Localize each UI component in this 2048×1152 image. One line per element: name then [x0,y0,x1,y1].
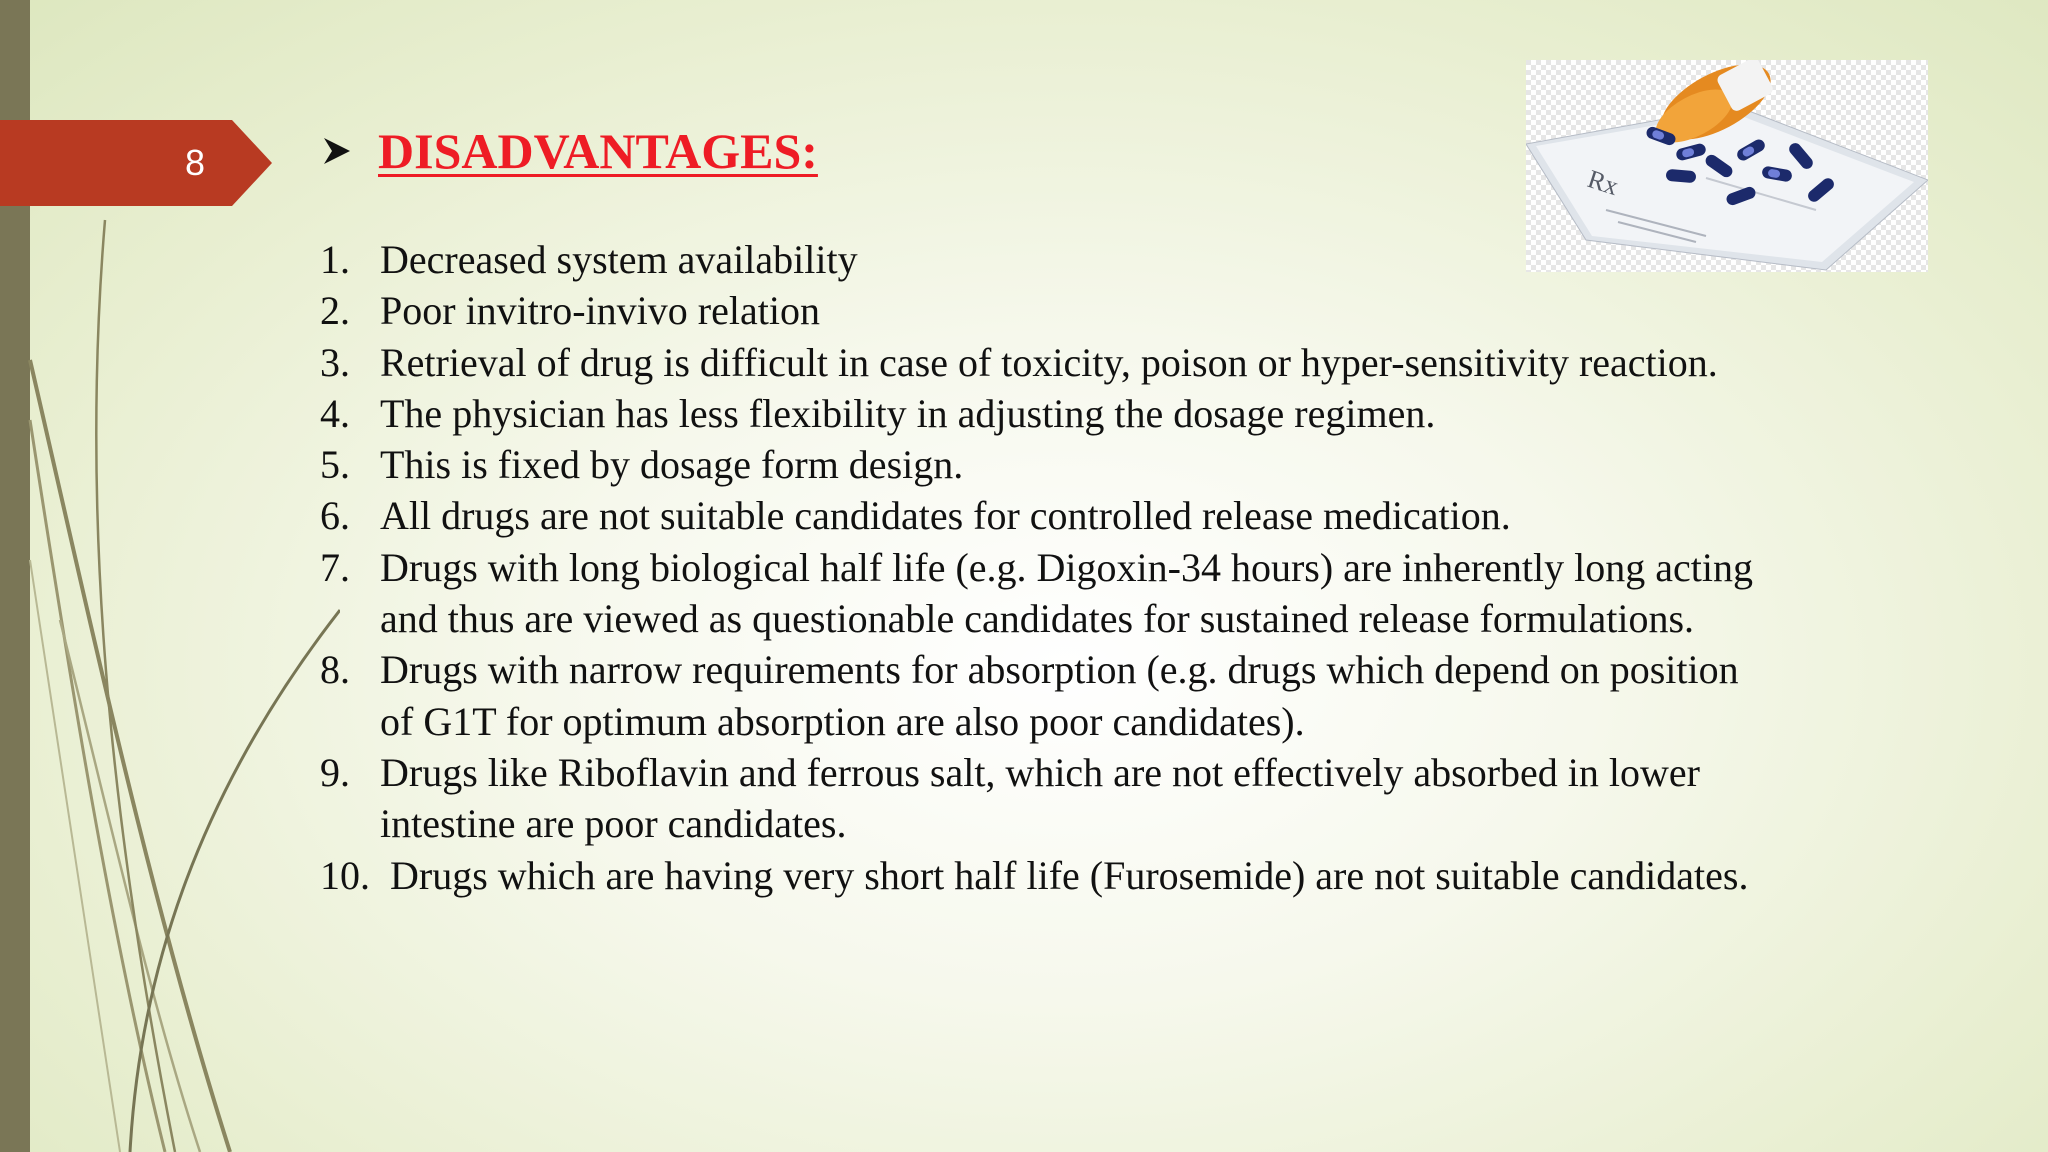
list-item [320,542,1760,645]
list-item [320,388,1760,439]
list-item-text: Drugs with long biological half life (e.g. Digoxin-34 hours) are inherently long acting and thus are viewed as questionable candidates for sustained release formulations. [380,544,1754,642]
heading-text: DISADVANTAGES: [378,123,818,179]
list-item-text: This is fixed by dosage form design. [380,442,964,488]
list-item-number: 10. [320,852,370,898]
slide-heading [322,116,818,186]
list-item-text: Poor invitro-invivo relation [380,288,820,334]
list-item-number: 5. [320,442,350,488]
slide-number-tab [0,120,272,206]
list-item [320,850,1760,901]
list-item-text: Drugs which are having very short half life (Furosemide) are not suitable candidates. [390,852,1749,898]
list-item [320,644,1760,747]
list-item-number: 7. [320,544,350,590]
slide-number: 8 [184,142,206,183]
list-item-number: 8. [320,647,350,693]
list-item [320,490,1760,541]
svg-text:Rx: Rx [1584,164,1622,202]
list-item-text: Drugs with narrow requirements for absorption (e.g. drugs which depend on position of G1T for optimum absorption are also poor candidates). [380,647,1739,744]
list-item-text: Retrieval of drug is difficult in case of toxicity, poison or hyper-sensitivity reaction. [380,339,1718,385]
list-item-number: 6. [320,493,350,539]
list-item-number: 4. [320,390,350,436]
list-item-text: Drugs like Riboflavin and ferrous salt, which are not effectively absorbed in lower intestine are poor candidates. [380,749,1700,847]
list-item-number: 1. [320,237,350,282]
list-item-number: 2. [320,288,350,334]
list-item-number: 9. [320,749,350,795]
list-item-text: Decreased system availability [380,237,858,282]
list-item [320,337,1760,388]
list-item-text: The physician has less flexibility in adjusting the dosage regimen. [380,390,1436,436]
list-item [320,285,1760,336]
list-item-number: 3. [320,339,350,385]
arrow-bullet-icon [322,136,352,166]
list-item-text: All drugs are not suitable candidates for controlled release medication. [380,493,1511,539]
list-item [320,439,1760,490]
list-item [320,234,1760,285]
list-item [320,747,1760,850]
disadvantages-list [320,234,1760,901]
